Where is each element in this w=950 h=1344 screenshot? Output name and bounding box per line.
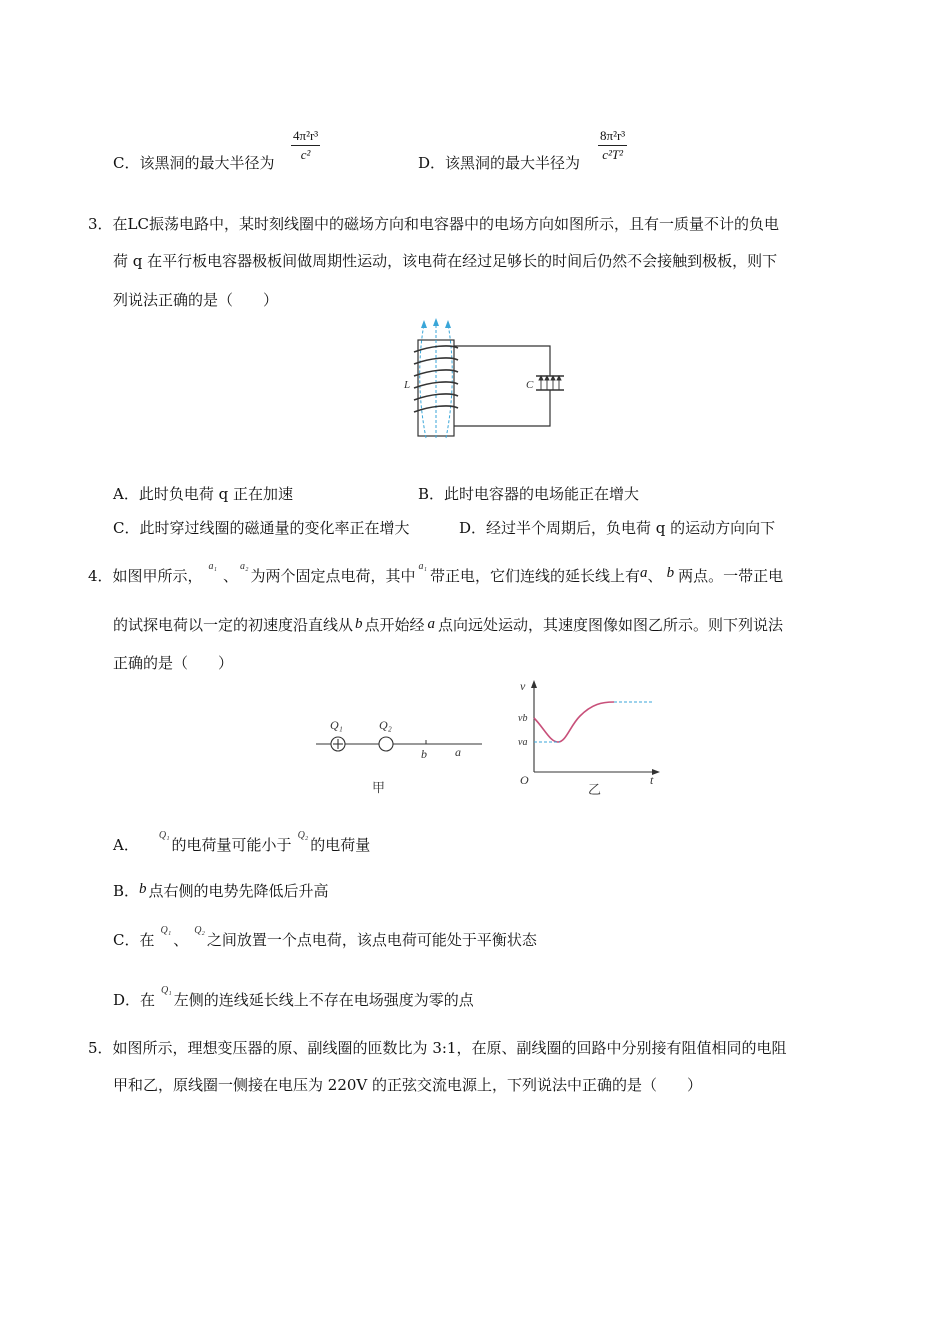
label-L: L (404, 379, 411, 391)
symbol-a: a (640, 565, 648, 581)
caption-yi: 乙 (588, 782, 602, 797)
q2-option-c-text: C．该黑洞的最大半径为 (113, 154, 275, 172)
label-va: va (518, 737, 528, 748)
q3-option-a: A．此时负电荷 q 正在加速 (113, 485, 293, 503)
q3-option-b: B．此时电容器的电场能正在增大 (418, 485, 640, 503)
label-q1: Q₁ (330, 718, 343, 732)
label-v: v (520, 679, 526, 693)
q2-option-d-text: D．该黑洞的最大半径为 (418, 154, 581, 172)
q2-option-d-fraction (598, 128, 627, 163)
capacitor-field-arrows (539, 376, 561, 390)
q2-option-c-fraction (291, 128, 320, 163)
fraction-numerator: 4π²r³ (291, 128, 320, 146)
figure-jia (312, 712, 487, 802)
label-origin: O (520, 773, 529, 787)
label-t: t (650, 773, 654, 787)
q4-option-a: A．$^{Q_1}$的电荷量可能小于$^{Q_2}$的电荷量 (113, 830, 371, 854)
q3-stem-line1: 3．在LC振荡电路中，某时刻线圈中的磁场方向和电容器中的电场方向如图所示，且有一质量不计的负电 (88, 215, 779, 233)
lc-circuit-figure (400, 318, 580, 440)
fraction-denominator: c² (300, 147, 311, 162)
q3-option-c: C．此时穿过线圈的磁通量的变化率正在增大 (113, 519, 410, 537)
symbol-q2: a₂ (240, 561, 249, 572)
label-C: C (526, 379, 534, 391)
q4-stem-line1: 4．如图甲所示，$^{a_1}$、$^{a_2}$为两个固定点电荷，其中$^{a_1}$带正电，它们连线的延长线上有a、 b 两点。一带正电 (88, 561, 784, 585)
label-b: b (421, 747, 427, 761)
q5-stem-line1: 5．如图所示，理想变压器的原、副线圈的匝数比为 3:1，在原、副线圈的回路中分别接有阻值相同的电阻 (88, 1039, 787, 1057)
charge-q2 (379, 737, 393, 751)
label-vb: vb (518, 713, 528, 724)
q4-option-d: D．在$^{Q_1}$左侧的连线延长线上不存在电场强度为零的点 (113, 985, 474, 1009)
magnetic-field-lines (420, 322, 453, 438)
fraction-denominator: c²T² (602, 147, 623, 162)
q4-stem-line3: 正确的是（ ） (113, 654, 234, 672)
fraction-numerator: 8π²r³ (598, 128, 627, 146)
q3-option-d: D．经过半个周期后，负电荷 q 的运动方向向下 (459, 519, 776, 537)
symbol-q1: a₁ (208, 561, 218, 572)
velocity-curve (534, 702, 614, 742)
symbol-b: b (666, 565, 675, 581)
q2-option-d (418, 152, 580, 173)
q2-option-c (113, 152, 274, 173)
caption-jia: 甲 (372, 780, 386, 795)
symbol-q1-positive: a₁ (418, 561, 428, 572)
q3-stem-line3: 列说法正确的是（ ） (113, 291, 279, 309)
q4-option-c: C．在$^{Q_1}$、$^{Q_2}$之间放置一个点电荷，该点电荷可能处于平衡状态 (113, 925, 537, 949)
q4-stem-line2: 的试探电荷以一定的初速度沿直线从 b 点开始经 a 点向远处运动，其速度图像如图乙所示。则下列说法 (113, 616, 784, 634)
q5-stem-line2: 甲和乙，原线圈一侧接在电压为 220V 的正弦交流电源上，下列说法中正确的是（ ） (113, 1076, 703, 1094)
q3-stem-line2: 荷 q 在平行板电容器极板间做周期性运动，该电荷在经过足够长的时间后仍然不会接触到极板，则下 (113, 252, 778, 270)
top-wire (454, 346, 550, 370)
q4-option-b: B．b 点右侧的电势先降低后升高 (113, 881, 329, 900)
label-q2: Q₂ (379, 718, 392, 732)
bottom-wire (454, 394, 550, 426)
figure-yi (510, 678, 665, 800)
label-a: a (455, 745, 461, 759)
